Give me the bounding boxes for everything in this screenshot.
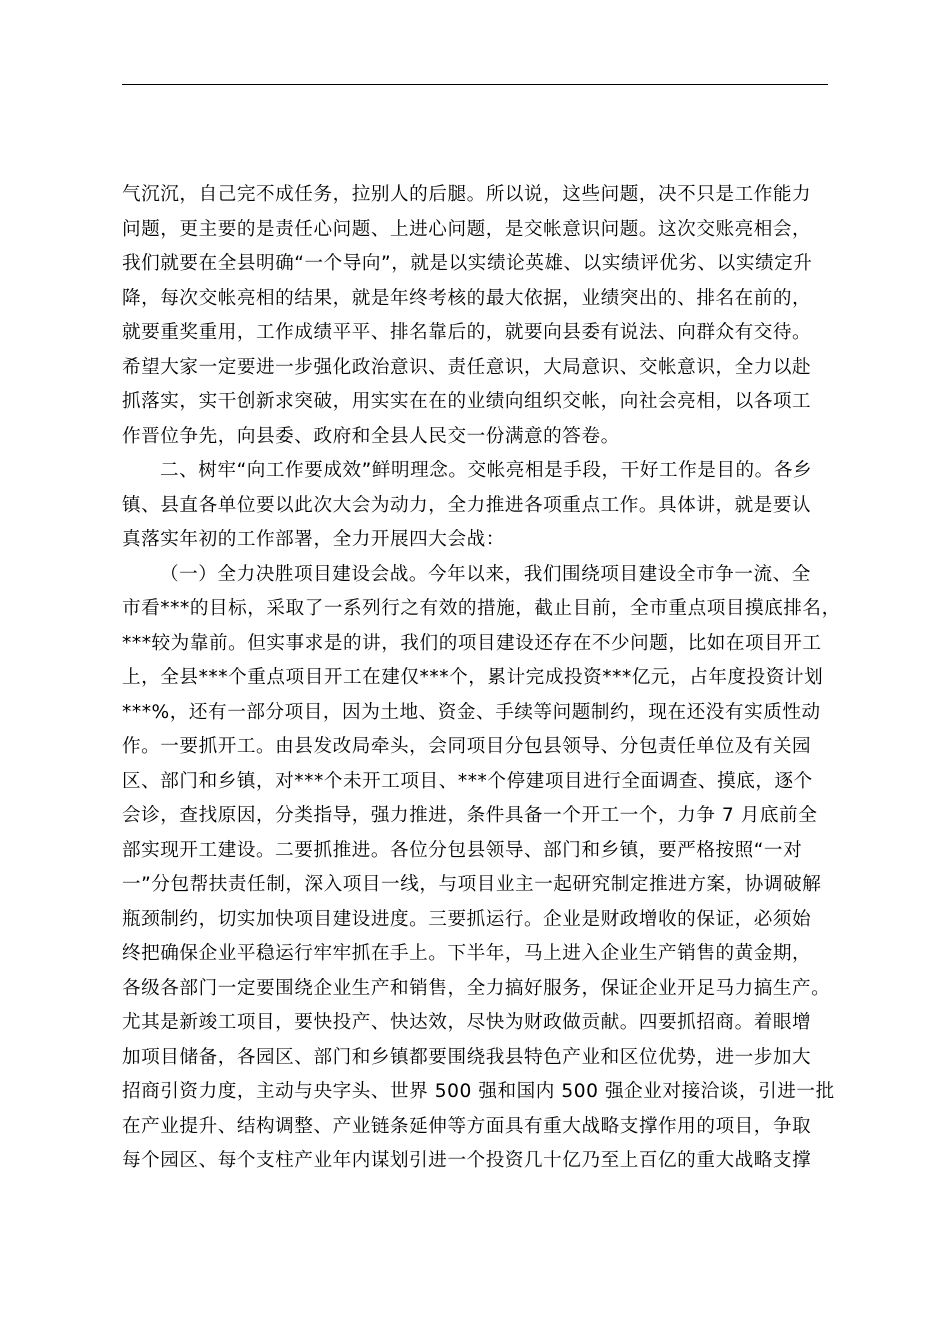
paragraph-heading-line: 二、树牢“向工作要成效”鲜明理念。交帐亮相是手段，干好工作是目的。各乡 [160, 460, 813, 481]
text-line: 每个园区、每个支柱产业年内谋划引进一个投资几十亿乃至上百亿的重大战略支撑 [122, 1150, 812, 1171]
text-line: 我们就要在全县明确“一个导向”，就是以实绩论英雄、以实绩评优劣、以实绩定升 [122, 253, 813, 274]
text-line: 区、部门和乡镇，对***个未开工项目、***个停建项目进行全面调查、摸底，逐个 [122, 770, 813, 792]
text-line: ***%，还有一部分项目，因为土地、资金、手续等问题制约，现在还没有实质性动 [122, 701, 821, 723]
text-line: 作晋位争先，向县委、政府和全县人民交一份满意的答卷。 [122, 425, 620, 447]
text-line: 在产业提升、结构调整、产业链条延伸等方面具有重大战略支撑作用的项目，争取 [122, 1115, 812, 1137]
text-line: 降，每次交帐亮相的结果，就是年终考核的最大依据，业绩突出的、排名在前的， [122, 287, 812, 309]
text-line: 作。一要抓开工。由县发改局牵头，会同项目分包县领导、分包责任单位及有关园 [122, 736, 812, 757]
text-line: 招商引资力度，主动与央字头、世界 500 强和国内 500 强企业对接洽谈，引进一批 [122, 1081, 835, 1102]
text-line: 各级各部门一定要围绕企业生产和销售，全力搞好服务，保证企业开足马力搞生产。 [122, 977, 831, 999]
text-line: 问题，更主要的是责任心问题、上进心问题，是交帐意识问题。这次交账亮相会， [122, 218, 812, 240]
text-line: 上，全县***个重点项目开工在建仅***个，累计完成投资***亿元，占年度投资计划 [122, 667, 824, 688]
document-body [122, 178, 841, 1179]
text-line: 一”分包帮扶责任制，深入项目一线，与项目业主一起研究制定推进方案，协调破解 [122, 874, 822, 895]
header-rule [122, 84, 828, 85]
text-line: 终把确保企业平稳运行牢牢抓在手上。下半年，马上进入企业生产销售的黄金期， [122, 943, 812, 964]
text-line: 真落实年初的工作部署，全力开展四大会战： [122, 529, 505, 550]
text-line: 气沉沉，自己完不成任务，拉别人的后腿。所以说，这些问题，决不只是工作能力 [122, 184, 812, 205]
text-line: 抓落实，实干创新求突破，用实实在在的业绩向组织交帐，向社会亮相，以各项工 [122, 391, 812, 412]
text-line: ***较为靠前。但实事求是的讲，我们的项目建设还存在不少问题，比如在项目开工 [122, 632, 822, 654]
text-line: 希望大家一定要进一步强化政治意识、责任意识，大局意识、交帐意识，全力以赴 [122, 356, 812, 378]
text-line: 加项目储备，各园区、部门和乡镇都要围绕我县特色产业和区位优势，进一步加大 [122, 1046, 812, 1068]
text-line: 镇、县直各单位要以此次大会为动力，全力推进各项重点工作。具体讲，就是要认 [122, 494, 812, 516]
text-line: 尤其是新竣工项目，要快投产、快达效，尽快为财政做贡献。四要抓招商。着眼增 [122, 1012, 812, 1033]
text-line: 会诊，查找原因，分类指导，强力推进，条件具备一个开工一个，力争 7 月底前全 [122, 805, 818, 826]
text-line: 部实现开工建设。二要抓推进。各位分包县领导、部门和乡镇，要严格按照“一对 [122, 839, 803, 861]
text-line: 就要重奖重用，工作成绩平平、排名靠后的，就要向县委有说法、向群众有交待。 [122, 322, 812, 343]
text-line: 市看***的目标，采取了一系列行之有效的措施，截止目前，全市重点项目摸底排名， [122, 598, 841, 619]
paragraph-heading-line: （一）全力决胜项目建设会战。今年以来，我们围绕项目建设全市争一流、全 [160, 563, 811, 585]
text-line: 瓶颈制约，切实加快项目建设进度。三要抓运行。企业是财政增收的保证，必须始 [122, 908, 812, 930]
